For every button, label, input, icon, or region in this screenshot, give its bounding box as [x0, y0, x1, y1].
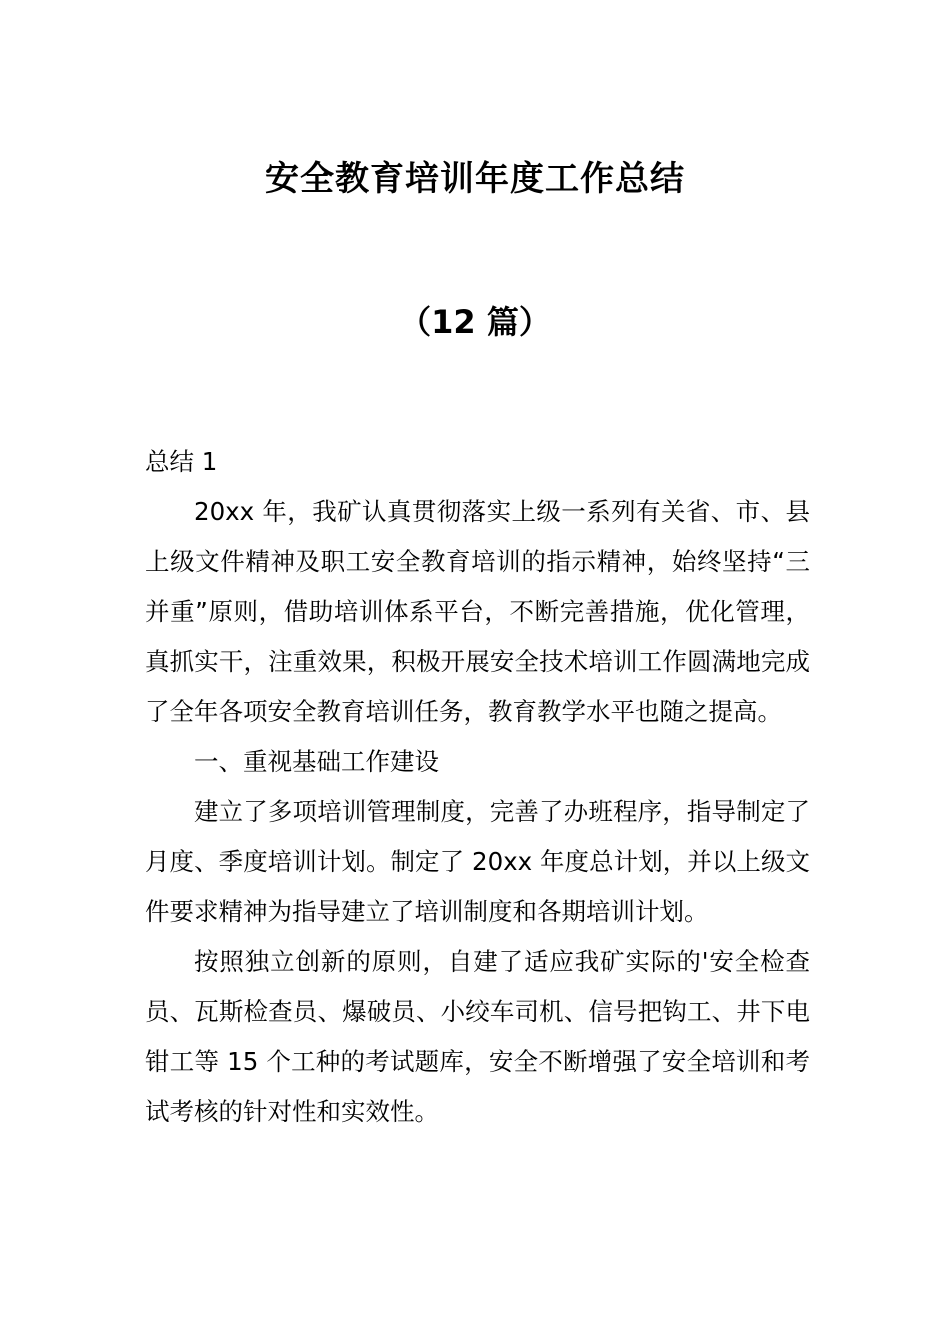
paragraph-management: 建立了多项培训管理制度，完善了办班程序，指导制定了月度、季度培训计划。制定了 20xx 年度总计划，并以上级文件要求精神为指导建立了培训制度和各期培训计划。: [145, 797, 810, 926]
document-body: [145, 437, 810, 1137]
section-label: 总结 1: [145, 447, 218, 476]
document-title: 安全教育培训年度工作总结: [265, 159, 685, 199]
paragraph-intro: 20xx 年，我矿认真贯彻落实上级一系列有关省、市、县上级文件精神及职工安全教育培训的指示精神，始终坚持“三并重”原则，借助培训体系平台，不断完善措施，优化管理，真抓实干，注重效果，积极开展安全技术培训工作圆满地完成了全年各项安全教育培训任务，教育教学水平也随之提高。: [145, 497, 810, 726]
document-subtitle: （12 篇）: [399, 303, 551, 341]
paragraph-question-bank: 按照独立创新的原则，自建了适应我矿实际的'安全检查员、瓦斯检查员、爆破员、小绞车司机、信号把钩工、井下电钳工等 15 个工种的考试题库，安全不断增强了安全培训和考试考核的针对性和实效性。: [145, 947, 810, 1126]
section-heading: 一、重视基础工作建设: [194, 747, 439, 776]
